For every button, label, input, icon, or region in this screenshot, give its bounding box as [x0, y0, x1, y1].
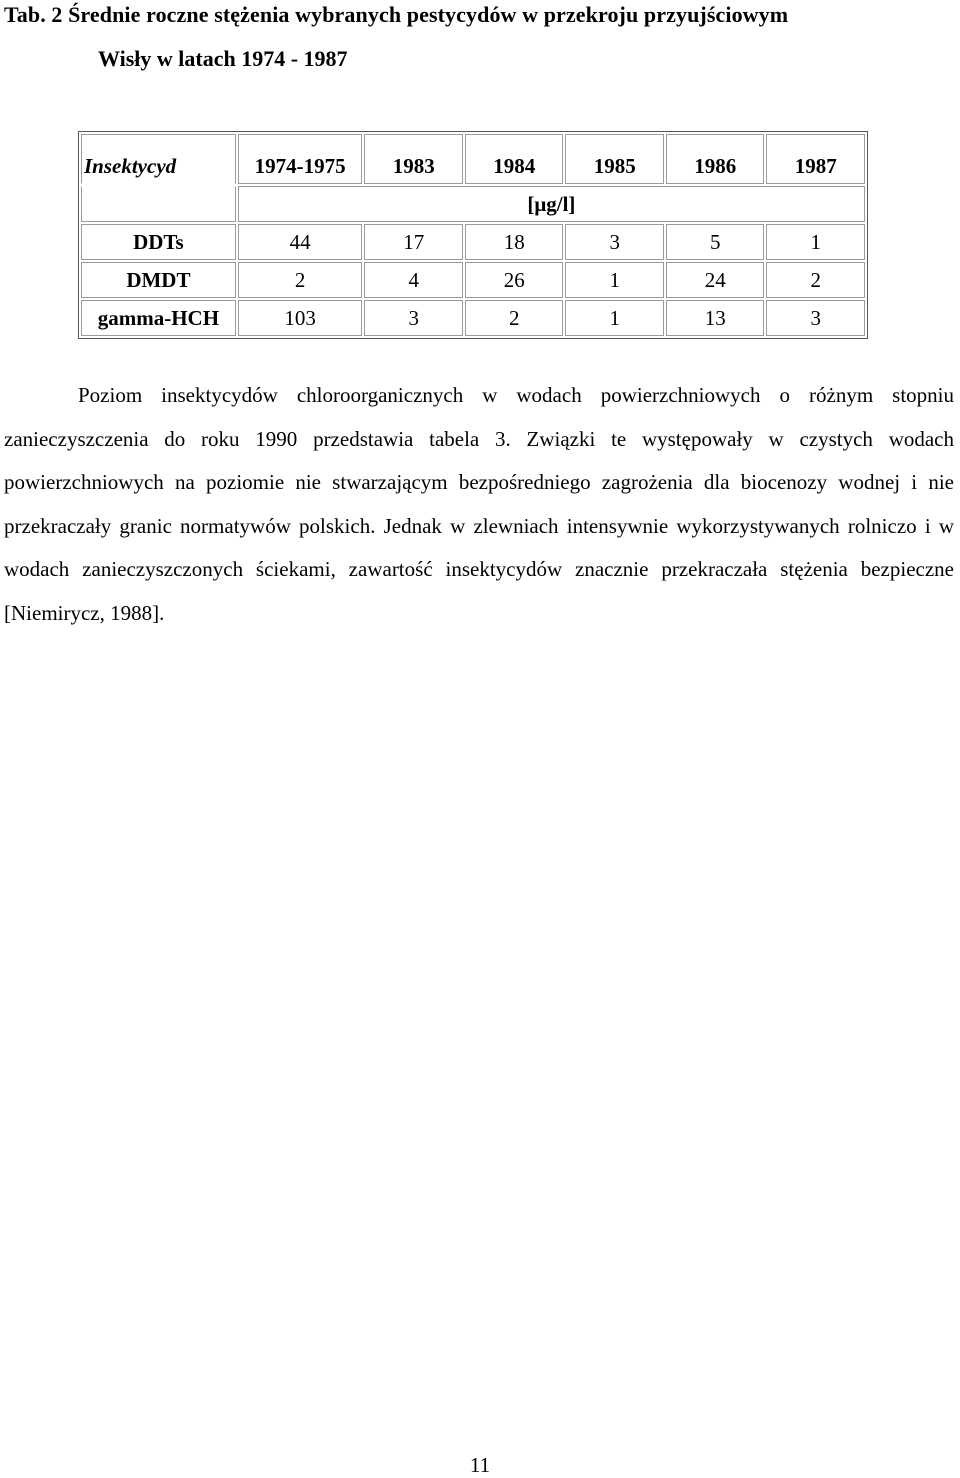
table-cell: 3	[766, 300, 865, 336]
insecticide-column-header: Insektycyd	[81, 134, 236, 184]
year-header: 1984	[465, 134, 564, 184]
table-cell: 3	[364, 300, 463, 336]
table-row	[81, 300, 865, 336]
year-header: 1985	[565, 134, 664, 184]
table-cell: 1	[565, 262, 664, 298]
table-caption-continuation: Wisły w latach 1974 - 1987	[98, 46, 348, 71]
body-paragraph: Poziom insektycydów chloroorganicznych w wodach powierzchniowych o różnym stopniu zanieczyszczenia do roku 1990 przedstawia tabela 3. Związki te występowały w czystych wodach powierzchniowych na poziomie nie stwarzającym bezpośredniego zagrożenia dla biocenozy wodnej i nie przekraczały granic normatywów polskich. Jednak w zlewniach intensywnie wykorzystywanych rolniczo i w wodach zanieczyszczonych ściekami, zawartość insektycydów znacznie przekraczała stężenia bezpieczne [Niemirycz, 1988].	[4, 383, 954, 625]
table-caption: Tab. 2 Średnie roczne stężenia wybranych pestycydów w przekroju przyujściowym	[4, 2, 789, 27]
table-cell: 24	[666, 262, 765, 298]
insecticide-name: DMDT	[81, 262, 236, 298]
table-header-row	[81, 134, 865, 184]
table-cell: 18	[465, 224, 564, 260]
table-cell: 17	[364, 224, 463, 260]
table-row	[81, 224, 865, 260]
year-header: 1987	[766, 134, 865, 184]
table-cell: 4	[364, 262, 463, 298]
table-cell: 13	[666, 300, 765, 336]
table-cell: 103	[238, 300, 363, 336]
table-cell: 2	[238, 262, 363, 298]
table-cell: 3	[565, 224, 664, 260]
table-cell: 2	[766, 262, 865, 298]
year-header: 1983	[364, 134, 463, 184]
table-cell: 5	[666, 224, 765, 260]
page-number: 11	[469, 1453, 491, 1477]
table-cell: 44	[238, 224, 363, 260]
corner-spacer-cell	[81, 186, 236, 222]
year-header: 1986	[666, 134, 765, 184]
table-cell: 2	[465, 300, 564, 336]
table-cell: 1	[766, 224, 865, 260]
insecticide-name: DDTs	[81, 224, 236, 260]
table-unit-row	[81, 186, 865, 222]
unit-label: [μg/l]	[238, 186, 865, 222]
table-cell: 1	[565, 300, 664, 336]
table-row	[81, 262, 865, 298]
table-cell: 26	[465, 262, 564, 298]
year-header: 1974-1975	[238, 134, 363, 184]
pesticide-table	[78, 131, 868, 339]
insecticide-name: gamma-HCH	[81, 300, 236, 336]
